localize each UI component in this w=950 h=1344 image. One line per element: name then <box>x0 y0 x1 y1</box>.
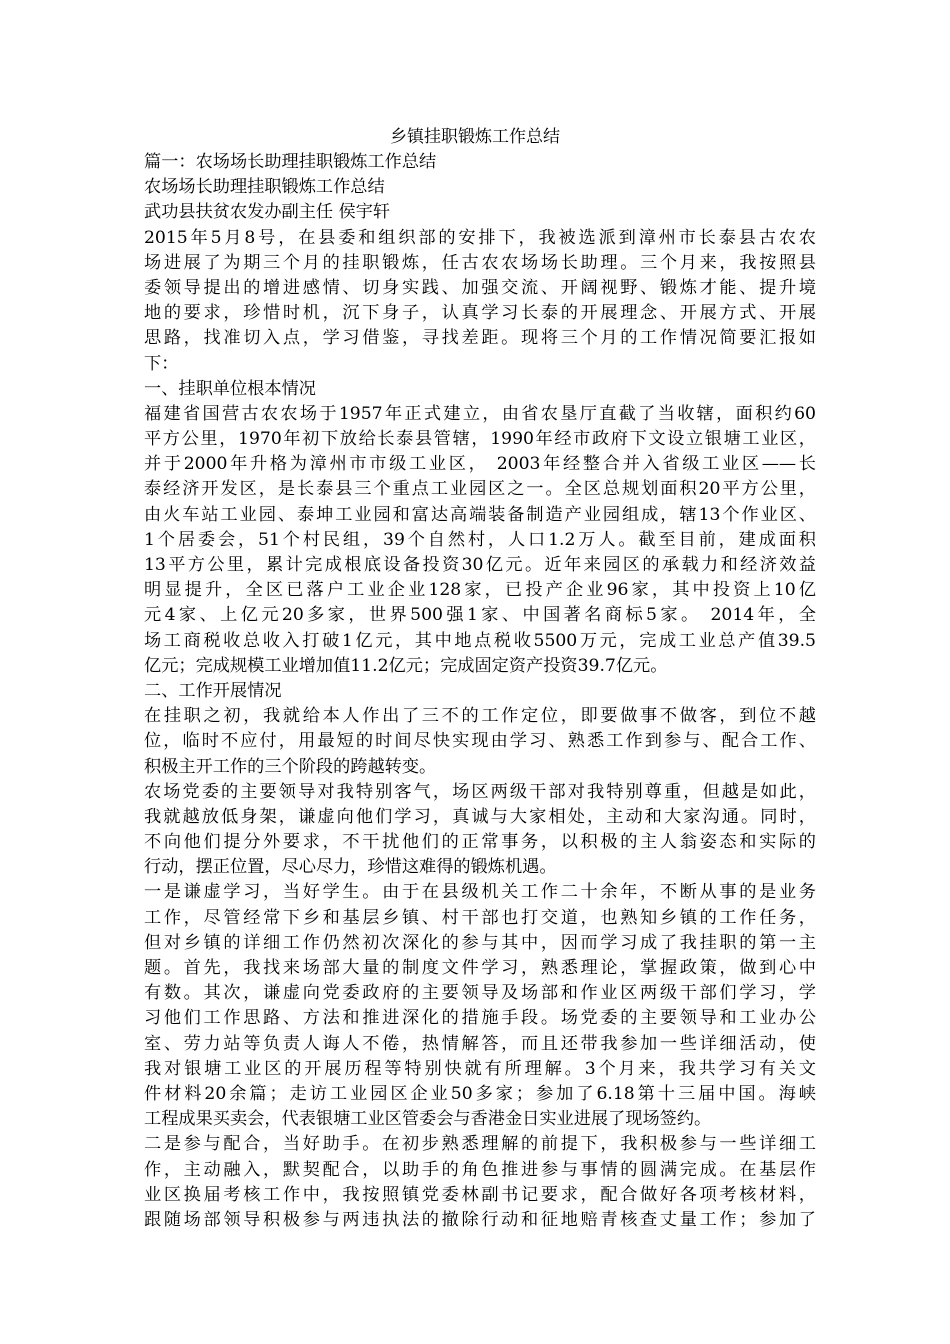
text-line: 位，临时不应付，用最短的时间尽快实现由学习、熟悉工作到参与、配合工作、 <box>144 731 816 752</box>
text-line: 由火车站工业园、泰坤工业园和富达高端装备制造产业园组成，辖13个作业区、 <box>144 504 816 525</box>
text-line: 泰经济开发区，是长泰县三个重点工业园区之一。全区总规划面积20平方公里， <box>144 479 816 500</box>
text-line: 跟随场部领导积极参与两违执法的撤除行动和征地赔青核查丈量工作；参加了 <box>144 1209 816 1230</box>
text-line: 2015年5月8号，在县委和组织部的安排下，我被选派到漳州市长泰县古农农 <box>144 227 816 248</box>
text-line: 积极主开工作的三个阶段的跨越转变。 <box>144 756 437 777</box>
text-line: 农场场长助理挂职锻炼工作总结 <box>144 177 385 198</box>
text-line: 一是谦虚学习，当好学生。由于在县级机关工作二十余年，不断从事的是业务 <box>144 882 816 903</box>
text-line: 题。首先，我找来场部大量的制度文件学习，熟悉理论，掌握政策，做到心中 <box>144 958 816 978</box>
text-line: 我就越放低身架，谦虚向他们学习，真诚与大家相处，主动和大家沟通。同时， <box>144 806 816 827</box>
text-line: 我对银塘工业区的开展历程等特别快就有所理解。3个月来，我共学习有关文 <box>144 1058 816 1079</box>
text-line: 并于2000年升格为漳州市市级工业区， 2003年经整合并入省级工业区——长 <box>144 454 816 475</box>
text-line: 不向他们提分外要求，不干扰他们的正常事务，以积极的主人翁姿态和实际的 <box>144 832 816 853</box>
text-line: 一、挂职单位根本情况 <box>144 378 316 399</box>
text-line: 地的要求，珍惜时机，沉下身子，认真学习长泰的开展理念、开展方式、开展 <box>144 303 816 324</box>
text-line: 业区换届考核工作中，我按照镇党委林副书记要求，配合做好各项考核材料， <box>144 1184 816 1205</box>
text-line: 福建省国营古农农场于1957年正式建立，由省农垦厅直截了当收辖，面积约60 <box>144 403 816 424</box>
text-line: 思路，找准切入点，学习借鉴，寻找差距。现将三个月的工作情况简要汇报如 <box>144 328 816 349</box>
text-line: 件材料20余篇；走访工业园区企业50多家；参加了6.18第十三届中国。海峡 <box>144 1083 816 1104</box>
text-line: 在挂职之初，我就给本人作出了三不的工作定位，即要做事不做客，到位不越 <box>144 706 816 727</box>
text-line: 场进展了为期三个月的挂职锻炼，任古农农场场长助理。三个月来，我按照县 <box>144 252 816 273</box>
text-line: 场工商税收总收入打破1亿元，其中地点税收5500万元，完成工业总产值39.5 <box>144 630 816 651</box>
text-line: 习他们工作思路、方法和推进深化的措施手段。场党委的主要领导和工业办公 <box>144 1008 816 1029</box>
text-line: 平方公里，1970年初下放给长泰县管辖，1990年经市政府下文设立银塘工业区， <box>144 429 816 450</box>
document-title: 乡镇挂职锻炼工作总结 <box>390 127 560 147</box>
text-line: 二、工作开展情况 <box>144 680 282 701</box>
text-line: 武功县扶贫农发办副主任 侯宇轩 <box>144 202 391 223</box>
text-line: 明显提升，全区已落户工业企业128家，已投产企业96家，其中投资上10亿 <box>144 580 816 601</box>
text-line: 下： <box>144 353 179 374</box>
document-body <box>144 150 816 1233</box>
text-line: 篇一：农场场长助理挂职锻炼工作总结 <box>144 152 437 172</box>
text-line: 农场党委的主要领导对我特别客气，场区两级干部对我特别尊重，但越是如此， <box>144 781 816 802</box>
text-line: 工作，尽管经常下乡和基层乡镇、村干部也打交道，也熟知乡镇的工作任务， <box>144 907 816 928</box>
text-line: 委领导提出的增进感情、切身实践、加强交流、开阔视野、锻炼才能、提升境 <box>144 277 816 298</box>
text-line: 1个居委会，51个村民组，39个自然村，人口1.2万人。截至目前，建成面积 <box>144 529 816 550</box>
text-line: 亿元；完成规模工业增加值11.2亿元；完成固定资产投资39.7亿元。 <box>144 655 668 676</box>
text-line: 有数。其次，谦虚向党委政府的主要领导及场部和作业区两级干部们学习，学 <box>144 983 816 1004</box>
text-line: 工程成果买卖会，代表银塘工业区管委会与香港金日实业进展了现场签约。 <box>144 1109 712 1130</box>
text-line: 行动，摆正位置，尽心尽力，珍惜这难得的锻炼机遇。 <box>144 857 557 878</box>
text-line: 13平方公里，累计完成根底设备投资30亿元。近年来园区的承载力和经济效益 <box>144 555 816 575</box>
text-line: 室、劳力站等负责人诲人不倦，热情解答，而且还带我参加一些详细活动，使 <box>144 1033 816 1054</box>
text-line: 元4家、上亿元20多家，世界500强1家、中国著名商标5家。 2014年，全 <box>144 605 816 626</box>
text-line: 但对乡镇的详细工作仍然初次深化的参与其中，因而学习成了我挂职的第一主 <box>144 932 816 953</box>
text-line: 作，主动融入，默契配合，以助手的角色推进参与事情的圆满完成。在基层作 <box>144 1159 816 1180</box>
text-line: 二是参与配合，当好助手。在初步熟悉理解的前提下，我积极参与一些详细工 <box>144 1134 816 1155</box>
